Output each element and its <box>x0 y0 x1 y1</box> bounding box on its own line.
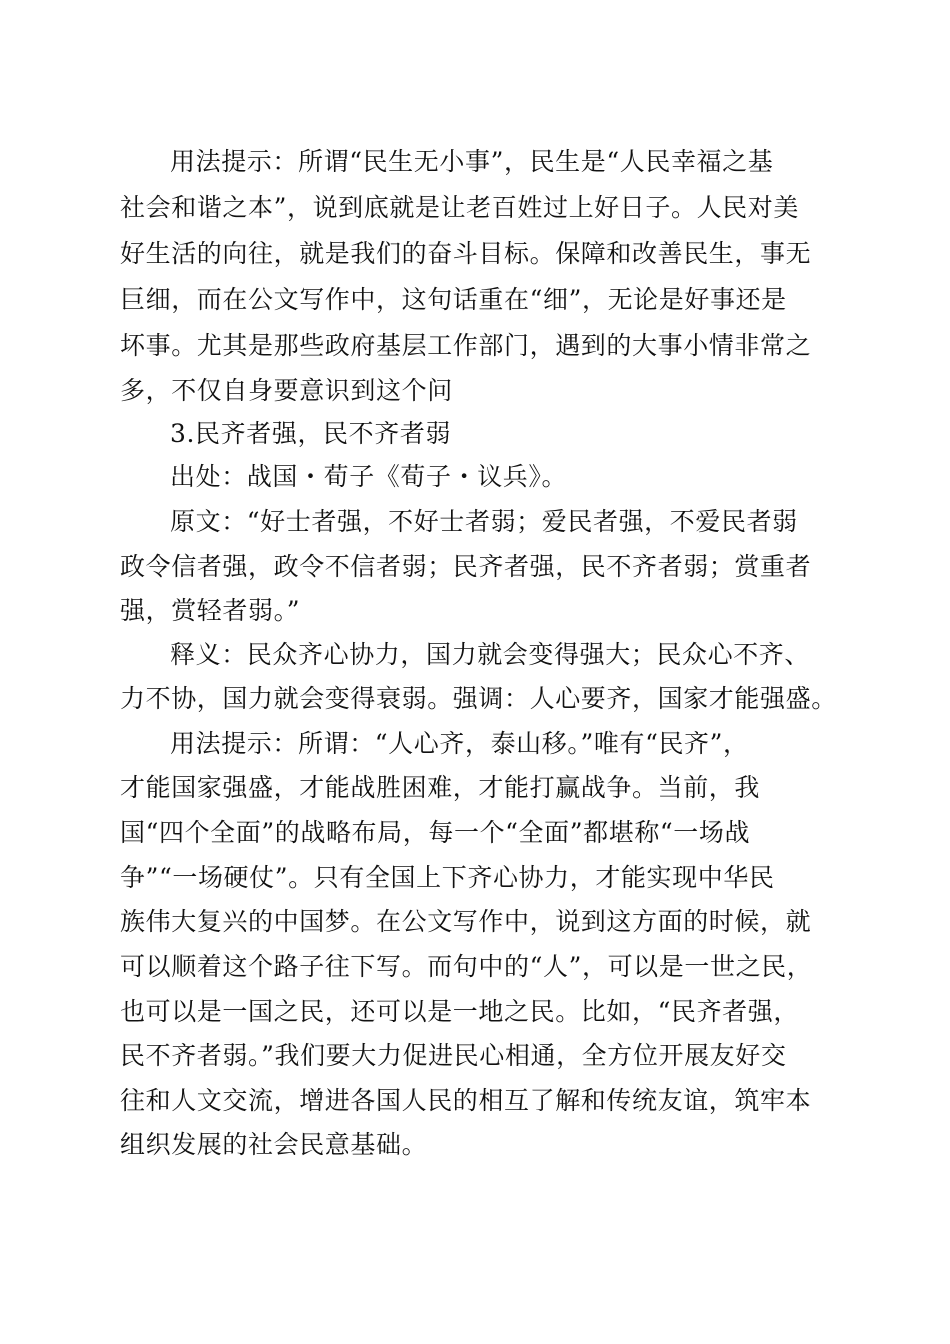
paragraph-line: 社会和谐之本”，说到底就是让老百姓过上好日子。人民对美 <box>120 193 799 222</box>
paragraph-line: 强，赏轻者弱。” <box>120 596 301 625</box>
paragraph-line: 力不协，国力就会变得衰弱。强调：人心要齐，国家才能强盛。 <box>120 684 837 713</box>
paragraph-line: 多，不仅自身要意识到这个问 <box>120 376 453 405</box>
paragraph-line: 族伟大复兴的中国梦。在公文写作中，说到这方面的时候，就 <box>120 907 812 936</box>
paragraph-line: 国“四个全面”的战略布局，每一个“全面”都堪称“一场战 <box>120 818 751 847</box>
paragraph-line: 往和人文交流，增进各国人民的相互了解和传统友谊，筑牢本 <box>120 1086 812 1115</box>
paragraph-line: 民不齐者弱。”我们要大力促进民心相通，全方位开展友好交 <box>120 1041 787 1070</box>
paragraph-line: 政令信者强，政令不信者弱；民齐者强，民不齐者弱；赏重者 <box>120 552 812 581</box>
paragraph-line: 才能国家强盛，才能战胜困难，才能打赢战争。当前，我 <box>120 773 761 802</box>
paragraph-line: 也可以是一国之民，还可以是一地之民。比如，“民齐者强， <box>120 997 799 1026</box>
paragraph-line: 用法提示：所谓“民生无小事”，民生是“人民幸福之基 <box>170 147 774 176</box>
paragraph-line: 释义：民众齐心协力，国力就会变得强大；民众心不齐、 <box>170 640 811 669</box>
paragraph-line: 组织发展的社会民意基础。 <box>120 1130 428 1159</box>
paragraph-line: 可以顺着这个路子往下写。而句中的“人”，可以是一世之民， <box>120 952 813 981</box>
paragraph-line: 用法提示：所谓：“人心齐，泰山移。”唯有“民齐”， <box>170 729 749 758</box>
section-heading: 3.民齐者强，民不齐者弱 <box>170 419 452 448</box>
source-line: 出处：战国・荀子《荀子・议兵》。 <box>170 462 568 491</box>
paragraph-line: 巨细，而在公文写作中，这句话重在“细”，无论是好事还是 <box>120 285 787 314</box>
paragraph-line: 原文：“好士者强，不好士者弱；爱民者强，不爱民者弱 <box>170 507 798 536</box>
paragraph-line: 坏事。尤其是那些政府基层工作部门，遇到的大事小情非常之 <box>120 331 812 360</box>
paragraph-line: 好生活的向往，就是我们的奋斗目标。保障和改善民生，事无 <box>120 239 812 268</box>
paragraph-line: 争”“一场硬仗”。只有全国上下齐心协力，才能实现中华民 <box>120 863 775 892</box>
